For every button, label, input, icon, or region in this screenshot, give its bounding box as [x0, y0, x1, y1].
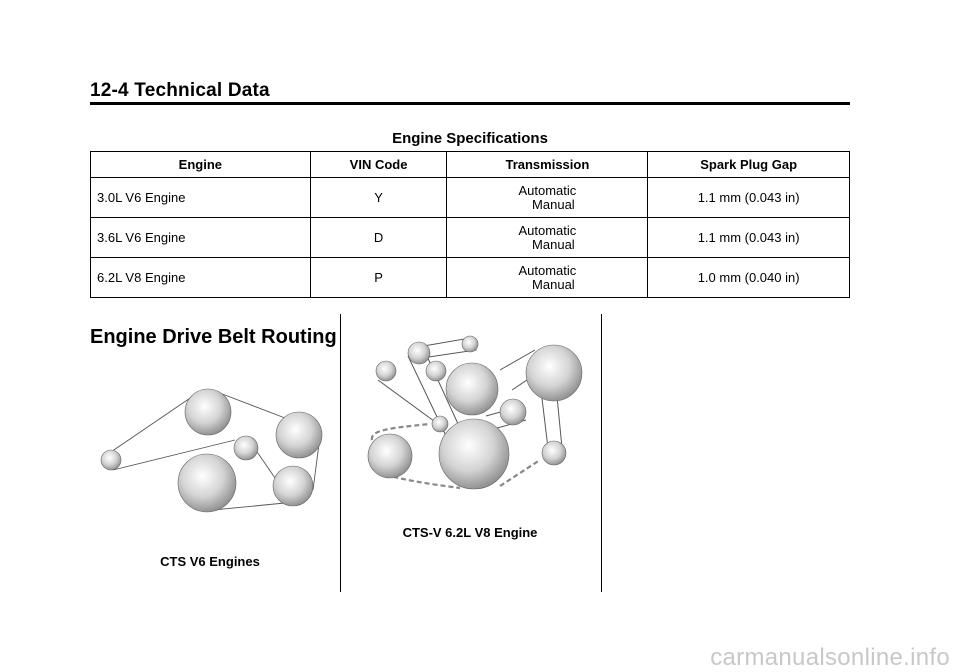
transmission-cell — [447, 218, 648, 258]
column-header: VIN Code — [310, 152, 447, 178]
figure-caption-v8: CTS-V 6.2L V8 Engine — [402, 525, 538, 540]
pulley — [276, 412, 322, 458]
pulley — [526, 345, 582, 401]
pulley — [273, 466, 313, 506]
pulley — [234, 436, 258, 460]
transmission-manual: Manual — [532, 236, 575, 252]
engine-cell: 6.2L V8 Engine — [91, 258, 311, 298]
transmission-cell — [447, 258, 648, 298]
engine-cell: 3.0L V6 Engine — [91, 178, 311, 218]
engine-cell: 3.6L V6 Engine — [91, 218, 311, 258]
pulley — [408, 342, 430, 364]
pulley — [185, 389, 231, 435]
v8-belt-routing-diagram — [360, 330, 600, 500]
spark-gap-cell: 1.1 mm (0.043 in) — [648, 178, 850, 218]
table-title: Engine Specifications — [392, 130, 548, 147]
column-header: Transmission — [447, 152, 648, 178]
vin-cell: Y — [310, 178, 447, 218]
section-heading: Engine Drive Belt Routing — [90, 326, 337, 348]
vin-cell: D — [310, 218, 447, 258]
column-header: Spark Plug Gap — [648, 152, 850, 178]
table-row — [91, 178, 850, 218]
pulley — [368, 434, 412, 478]
transmission-manual: Manual — [532, 276, 575, 292]
pulley — [446, 363, 498, 415]
pulley — [426, 361, 446, 381]
engine-spec-table — [90, 151, 850, 298]
spark-gap-cell: 1.1 mm (0.043 in) — [648, 218, 850, 258]
table-header-row — [91, 152, 850, 178]
column-divider — [340, 314, 341, 592]
table-row — [91, 218, 850, 258]
column-header: Engine — [91, 152, 311, 178]
transmission-automatic: Automatic — [518, 182, 577, 198]
header-rule — [90, 102, 850, 105]
v6-belt-routing-diagram — [95, 380, 335, 520]
transmission-automatic: Automatic — [518, 262, 577, 278]
pulley — [439, 419, 509, 489]
pulley — [500, 399, 526, 425]
page-header-title: 12-4 Technical Data — [90, 80, 270, 101]
transmission-automatic: Automatic — [518, 222, 577, 238]
pulley — [376, 361, 396, 381]
vin-cell: P — [310, 258, 447, 298]
transmission-manual: Manual — [532, 196, 575, 212]
pulley — [101, 450, 121, 470]
watermark-text: carmanualsonline.info — [710, 644, 950, 671]
spark-gap-cell: 1.0 mm (0.040 in) — [648, 258, 850, 298]
figure-caption-v6: CTS V6 Engines — [160, 554, 260, 569]
pulley — [432, 416, 448, 432]
column-divider — [601, 314, 602, 592]
pulley — [462, 336, 478, 352]
pulley — [542, 441, 566, 465]
pulley — [178, 454, 236, 512]
table-row — [91, 258, 850, 298]
transmission-cell — [447, 178, 648, 218]
